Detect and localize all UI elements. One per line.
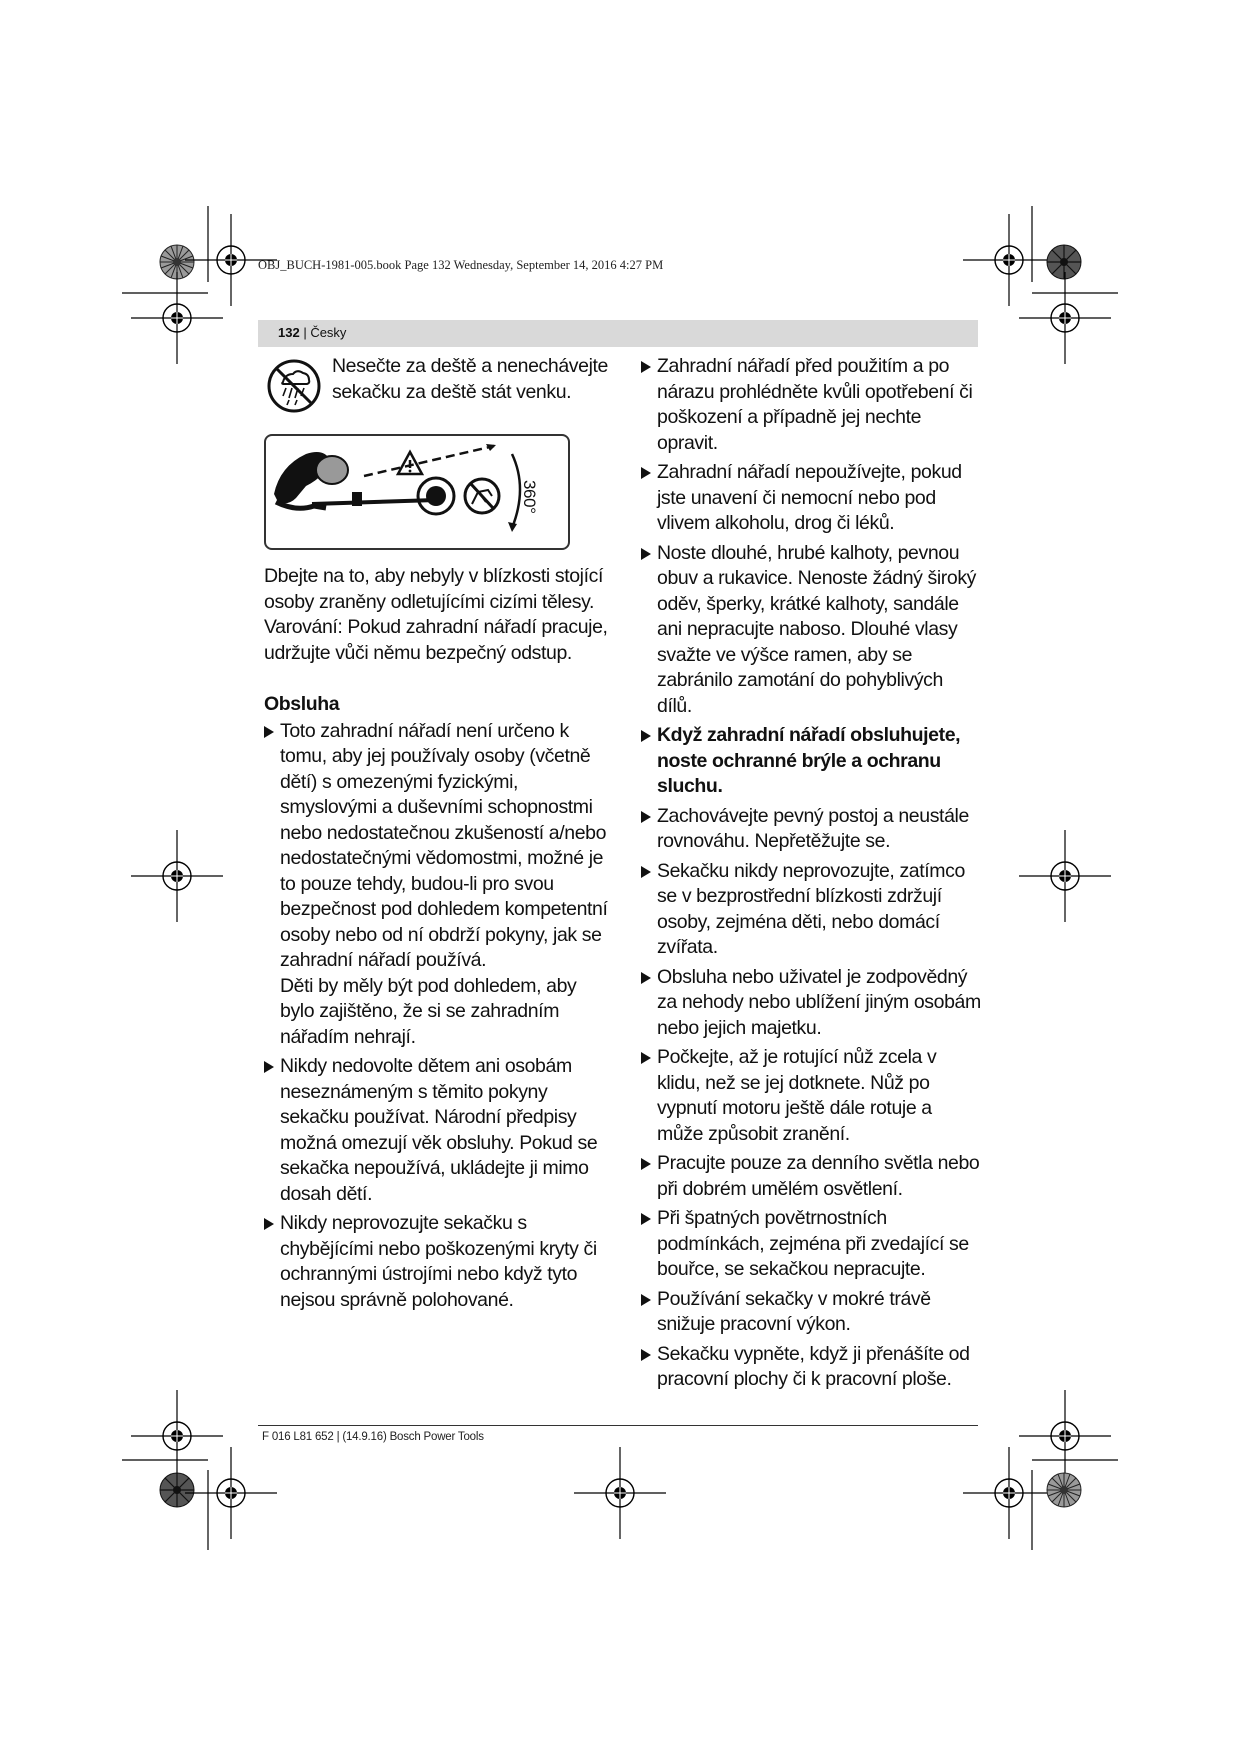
list-item-text: Zachovávejte pevný postoj a neustále rovnováhu. Nepřetěžujte se. — [657, 804, 969, 852]
bullet-triangle-icon — [641, 811, 651, 823]
list-item — [641, 541, 981, 720]
page-header — [258, 320, 978, 347]
no-rain-icon — [264, 358, 324, 414]
list-item-text: Sekačku vypněte, když ji přenášíte od pracovní plochy či k pracovní ploše. — [657, 1342, 970, 1390]
list-item-text: Sekačku nikdy neprovozujte, zatímco se v bezprostřední blízkosti zdržují osoby, zejména děti, nebo domácí zvířata. — [657, 859, 965, 958]
bullet-triangle-icon — [264, 726, 274, 738]
bullet-triangle-icon — [264, 1061, 274, 1073]
bullet-triangle-icon — [641, 467, 651, 479]
list-item — [641, 1045, 981, 1147]
list-item — [641, 1342, 981, 1393]
list-item-text: Používání sekačky v mokré trávě snižuje pracovní výkon. — [657, 1287, 931, 1335]
list-item-text: Toto zahradní nářadí není určeno k tomu, aby jej používaly osoby (včetně dětí) s omezenými fyzickými, smyslovými a duševními schopnostmi nebo nedostatečnou zkušeností a/nebo nedostatečnými vědomostmi, možné je to pouze tehdy, budou-li pro svou bezpečnost pod dohledem kompetentní osoby nebo od ní obdrží pokyny, jak se zahradní nářadí používá. — [280, 719, 608, 971]
list-item — [264, 1054, 614, 1207]
rain-warning-block — [264, 354, 614, 414]
rain-warning-text: Nesečte za deště a nenechávejte sekačku za deště stát venku. — [332, 355, 608, 403]
list-item-text: Noste dlouhé, hrubé kalhoty, pevnou obuv a rukavice. Nenoste žádný široký oděv, šperky, krátké kalhoty, sandále ani nepracujte naboso. Dlouhé vlasy svažte ve výšce ramen, aby se zabránilo zamotání do pohyblivých dílů. — [657, 541, 977, 717]
header-separator: | — [299, 325, 311, 340]
header-text — [278, 325, 346, 340]
list-item-text: Pracujte pouze za denního světla nebo při dobrém umělém osvětlení. — [657, 1152, 980, 1200]
right-bullet-list — [641, 354, 981, 1393]
left-bullet-list — [264, 719, 614, 1314]
section-heading: Obsluha — [264, 693, 340, 715]
bullet-triangle-icon — [641, 972, 651, 984]
print-info: OBJ_BUCH-1981-005.book Page 132 Wednesday, September 14, 2016 4:27 PM — [258, 258, 664, 272]
bullet-triangle-icon — [641, 1213, 651, 1225]
list-item — [264, 719, 614, 1051]
list-item-extra: Děti by měly být pod dohledem, aby bylo zajištěno, že si se zahradním nářadím nehrají. — [280, 974, 577, 1048]
bullet-triangle-icon — [641, 548, 651, 560]
bullet-triangle-icon — [641, 1052, 651, 1064]
page-number: 132 — [278, 325, 300, 340]
list-item — [641, 965, 981, 1042]
left-column — [264, 354, 614, 1317]
list-item-text: Obsluha nebo uživatel je zodpovědný za nehody nebo ublížení jiným osobám nebo jejich majetku. — [657, 965, 981, 1039]
bullet-triangle-icon — [641, 1158, 651, 1170]
bullet-triangle-icon — [641, 1349, 651, 1361]
list-item-text: Nikdy neprovozujte sekačku s chybějícími nebo poškozenými kryty či ochrannými ústrojími nebo když tyto nejsou správně polohované. — [280, 1212, 597, 1311]
list-item — [641, 859, 981, 961]
page-footer: F 016 L81 652 | (14.9.16) Bosch Power Tools — [262, 1431, 484, 1443]
list-item-text: Počkejte, až je rotující nůž zcela v klidu, než se jej dotknete. Nůž po vypnutí motoru ještě dále rotuje a může způsobit zranění. — [657, 1046, 937, 1145]
bullet-triangle-icon — [641, 1294, 651, 1306]
right-column — [641, 354, 981, 1397]
list-item-text: Při špatných povětrnostních podmínkách, zejména při zvedající se bouřce, se sekačkou nepracujte. — [657, 1207, 969, 1280]
safety-diagram-illustration — [266, 436, 568, 548]
bystander-text: Dbejte na to, aby nebyly v blízkosti stojící osoby zraněny odletujícími cizími tělesy. — [264, 565, 603, 613]
list-item — [641, 1206, 981, 1283]
header-language: Česky — [310, 325, 347, 340]
list-item — [264, 1211, 614, 1313]
list-item — [641, 1287, 981, 1338]
list-item — [641, 804, 981, 855]
list-item — [641, 460, 981, 537]
bullet-triangle-icon — [641, 730, 651, 742]
bullet-triangle-icon — [641, 866, 651, 878]
bullet-triangle-icon — [641, 361, 651, 373]
list-item-text: Nikdy nedovolte dětem ani osobám neseznámeným s těmito pokyny sekačku používat. Národní předpisy možná omezují věk obsluhy. Pokud se sekačka nepoužívá, ukládejte ji mimo dosah dětí. — [280, 1055, 598, 1205]
warning-text: Varování: Pokud zahradní nářadí pracuje, udržujte vůči němu bezpečný odstup. — [264, 616, 608, 664]
list-item — [641, 723, 981, 800]
list-item — [641, 1151, 981, 1202]
list-item-text: Zahradní nářadí nepoužívejte, pokud jste unavení či nemocní nebo pod vlivem alkoholu, drog či léků. — [657, 461, 962, 534]
bullet-triangle-icon — [264, 1218, 274, 1230]
footer-divider — [258, 1425, 978, 1426]
safety-diagram — [264, 434, 570, 550]
angle-label: 360° — [520, 480, 539, 514]
list-item-text-bold: Když zahradní nářadí obsluhujete, noste ochranné brýle a ochranu sluchu. — [657, 724, 961, 797]
list-item — [641, 354, 981, 456]
list-item-text: Zahradní nářadí před použitím a po nárazu prohlédněte kvůli opotřebení či poškození a případně jej nechte opravit. — [657, 355, 973, 454]
